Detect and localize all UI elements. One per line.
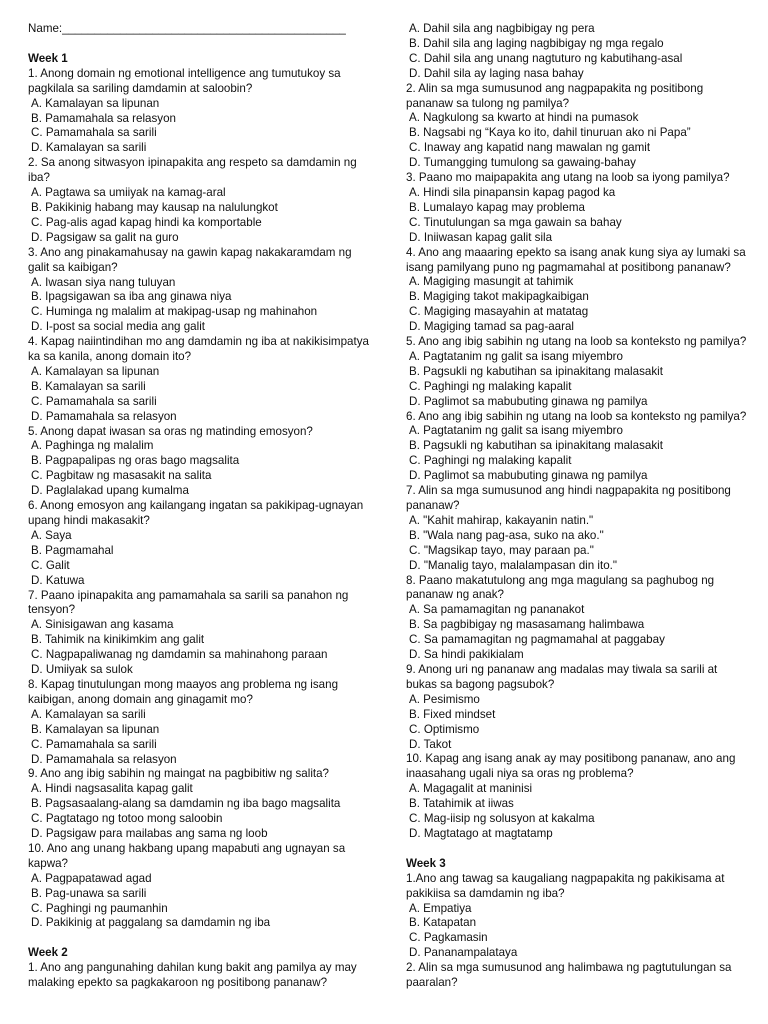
answer-option: C. Pamamahala sa sarili	[31, 737, 157, 751]
answer-option: C. Pamamahala sa sarili	[31, 126, 157, 140]
answer-option: D. Pagsigaw para mailabas ang sama ng loob	[31, 827, 268, 841]
question-text: 8. Paano makatutulong ang mga magulang sa paghubog ng	[406, 573, 715, 587]
answer-option: C. Optimismo	[409, 722, 480, 736]
answer-option: B. Tatahimik at iiwas	[409, 797, 514, 811]
question-text: 10. Kapag ang isang anak ay may positibong pananaw, ano ang	[406, 752, 736, 766]
answer-option: A. Pagtatanim ng galit sa isang miyembro	[409, 349, 623, 363]
answer-option: A. Hindi nagsasalita kapag galit	[31, 782, 193, 796]
question-text: ka sa kanila, anong domain ito?	[28, 350, 192, 364]
spacer	[28, 931, 368, 946]
spacer	[28, 37, 368, 52]
question-text: 6. Ano ang ibig sabihin ng utang na loob sa konteksto ng pamilya?	[406, 409, 747, 423]
answer-option: B. "Wala nang pag-asa, suko na ako."	[409, 528, 604, 542]
answer-option: C. Pagbitaw ng masasakit na salita	[31, 469, 212, 483]
answer-option: A. Dahil sila ang nagbibigay ng pera	[409, 22, 595, 35]
answer-option: B. Sa pagbibigay ng masasamang halimbawa	[409, 618, 645, 632]
question-text: 2. Alin sa mga sumusunod ang nagpapakita ng positibong	[406, 81, 704, 95]
answer-option: B. Tahimik na kinikimkim ang galit	[31, 633, 205, 647]
question-text: inaasahang ugali niya sa oras ng problema?	[406, 767, 634, 781]
answer-option: A. Iwasan siya nang tuluyan	[31, 275, 176, 289]
answer-option: B. Pagmamahal	[31, 543, 114, 557]
answer-option: B. Pakikinig habang may kausap na nalulungkot	[31, 200, 278, 214]
left-column	[28, 22, 368, 991]
answer-option: B. Nagsabi ng “Kaya ko ito, dahil tinuruan ako ni Papa”	[409, 126, 691, 140]
question-text: 7. Alin sa mga sumusunod ang hindi nagpapakita ng positibong	[406, 484, 731, 498]
question-text: paaralan?	[406, 976, 458, 990]
answer-option: C. Dahil sila ang unang nagtuturo ng kabutihang-asal	[409, 51, 683, 65]
answer-option: C. Paghingi ng malaking kapalit	[409, 379, 572, 393]
right-column	[406, 22, 746, 991]
question-text: kapwa?	[28, 856, 68, 870]
answer-option: B. Pagsukli ng kabutihan sa ipinakitang malasakit	[409, 439, 663, 453]
answer-option: D. Paglimot sa mabubuting ginawa ng pamilya	[409, 469, 648, 483]
question-text: pananaw sa tulong ng pamilya?	[406, 96, 570, 110]
answer-option: A. Pagtawa sa umiiyak na kamag-aral	[31, 186, 226, 200]
answer-option: D. Katuwa	[31, 573, 85, 587]
question-text: 5. Ano ang ibig sabihin ng utang na loob sa konteksto ng pamilya?	[406, 335, 747, 349]
answer-option: A. Magagalit at maninisi	[409, 782, 533, 796]
question-text: 5. Anong dapat iwasan sa oras ng matinding emosyon?	[28, 424, 313, 438]
question-text: 4. Ano ang maaaring epekto sa isang anak kung siya ay lumaki sa	[406, 245, 746, 259]
name-blank: ____________________________________________	[62, 22, 346, 35]
answer-option: D. Pamamahala sa relasyon	[31, 409, 177, 423]
answer-option: A. Kamalayan sa lipunan	[31, 364, 160, 378]
question-text: 2. Sa anong sitwasyon ipinapakita ang respeto sa damdamin ng	[28, 156, 357, 170]
answer-option: B. Fixed mindset	[409, 707, 496, 721]
answer-option: A. Pagpapatawad agad	[31, 871, 152, 885]
answer-option: C. Huminga ng malalim at makipag-usap ng mahinahon	[31, 305, 318, 319]
question-text: 7. Paano ipinapakita ang pamamahala sa sarili sa panahon ng	[28, 588, 349, 602]
answer-option: D. Pakikinig at paggalang sa damdamin ng iba	[31, 916, 271, 930]
answer-option: D. Iniiwasan kapag galit sila	[409, 230, 553, 244]
spacer	[406, 842, 746, 857]
answer-option: D. Pamamahala sa relasyon	[31, 752, 177, 766]
answer-option: B. Pagsukli ng kabutihan sa ipinakitang malasakit	[409, 364, 663, 378]
answer-option: A. Paghinga ng malalim	[31, 439, 154, 453]
answer-option: B. Dahil sila ang laging nagbibigay ng mga regalo	[409, 36, 664, 50]
answer-option: A. Empatiya	[409, 901, 472, 915]
answer-option: D. I-post sa social media ang galit	[31, 320, 205, 334]
answer-option: A. "Kahit mahirap, kakayanin natin."	[409, 513, 594, 527]
question-text: 3. Paano mo maipapakita ang utang na loob sa iyong pamilya?	[406, 171, 730, 185]
answer-option: A. Saya	[31, 528, 72, 542]
answer-option: A. Kamalayan sa lipunan	[31, 96, 160, 110]
week-heading: Week 3	[406, 856, 446, 870]
answer-option: B. Pagsasaalang-alang sa damdamin ng iba bago magsalita	[31, 797, 341, 811]
answer-option: D. Magtatago at magtatamp	[409, 826, 553, 840]
answer-option: D. "Manalig tayo, malalampasan din ito."	[409, 558, 618, 572]
answer-option: C. "Magsikap tayo, may paraan pa."	[409, 543, 594, 557]
answer-option: A. Pagtatanim ng galit sa isang miyembro	[409, 424, 623, 438]
answer-option: C. Pamamahala sa sarili	[31, 394, 157, 408]
answer-option: A. Kamalayan sa sarili	[31, 707, 146, 721]
answer-option: C. Nagpapaliwanag ng damdamin sa mahinahong paraan	[31, 648, 328, 662]
answer-option: B. Kamalayan sa sarili	[31, 379, 146, 393]
answer-option: D. Tumangging tumulong sa gawaing-bahay	[409, 156, 636, 170]
question-text: 9. Ano ang ibig sabihin ng maingat na pagbibitiw ng salita?	[28, 767, 330, 781]
question-text: bukas sa bagong pagsubok?	[406, 677, 555, 691]
answer-option: D. Magiging tamad sa pag-aaral	[409, 320, 574, 334]
answer-option: D. Pananampalataya	[409, 946, 518, 960]
question-text: 9. Anong uri ng pananaw ang madalas may tiwala sa sarili at	[406, 662, 718, 676]
answer-option: D. Dahil sila ay laging nasa bahay	[409, 66, 584, 80]
question-text: 1. Ano ang pangunahing dahilan kung bakit ang pamilya ay may	[28, 961, 357, 975]
question-text: upang hindi makasakit?	[28, 514, 150, 527]
question-text: pagkilala sa sariling damdamin at saloobin?	[28, 81, 253, 95]
answer-option: B. Lumalayo kapag may problema	[409, 200, 585, 214]
question-text: kaibigan, anong domain ang ginagamit mo?	[28, 692, 253, 706]
answer-option: B. Pamamahala sa relasyon	[31, 111, 176, 125]
question-text: tensyon?	[28, 603, 76, 617]
question-text: pakikiisa sa damdamin ng iba?	[406, 886, 565, 900]
answer-option: D. Pagsigaw sa galit na guro	[31, 230, 179, 244]
answer-option: D. Paglalakad upang kumalma	[31, 484, 189, 498]
answer-option: B. Kamalayan sa lipunan	[31, 722, 160, 736]
answer-option: C. Galit	[31, 558, 70, 572]
week-heading: Week 1	[28, 51, 68, 65]
question-text: malaking epekto sa pagkakaroon ng positibong pananaw?	[28, 976, 328, 990]
answer-option: A. Pesimismo	[409, 692, 480, 706]
answer-option: C. Paghingi ng paumanhin	[31, 901, 168, 915]
answer-option: D. Sa hindi pakikialam	[409, 648, 524, 662]
question-text: isang pamilyang puno ng pagmamahal at positibong pananaw?	[406, 260, 731, 274]
answer-option: C. Magiging masayahin at matatag	[409, 305, 589, 319]
answer-option: D. Paglimot sa mabubuting ginawa ng pamilya	[409, 394, 648, 408]
question-text: 4. Kapag naiintindihan mo ang damdamin ng iba at nakikisimpatya	[28, 335, 369, 349]
question-text: galit sa kaibigan?	[28, 260, 118, 274]
answer-option: C. Pag-alis agad kapag hindi ka komportable	[31, 215, 262, 229]
week-heading: Week 2	[28, 946, 68, 960]
question-text: 10. Ano ang unang hakbang upang mapabuti ang ugnayan sa	[28, 841, 346, 855]
question-text: 1.Ano ang tawag sa kaugaliang nagpapakita ng pakikisama at	[406, 871, 725, 885]
answer-option: C. Tinutulungan sa mga gawain sa bahay	[409, 215, 622, 229]
answer-option: A. Sinisigawan ang kasama	[31, 618, 174, 632]
question-text: 1. Anong domain ng emotional intelligence ang tumutukoy sa	[28, 66, 341, 80]
question-text: 8. Kapag tinutulungan mong maayos ang problema ng isang	[28, 677, 339, 691]
answer-option: C. Pagtatago ng totoo mong saloobin	[31, 812, 223, 826]
question-text: iba?	[28, 171, 50, 185]
answer-option: A. Magiging masungit at tahimik	[409, 275, 574, 289]
answer-option: D. Umiiyak sa sulok	[31, 663, 133, 677]
question-text: 3. Ano ang pinakamahusay na gawin kapag nakakaramdam ng	[28, 245, 352, 259]
question-text: pananaw?	[406, 499, 460, 512]
answer-option: C. Inaway ang kapatid nang mawalan ng gamit	[409, 141, 651, 155]
name-field-line	[28, 22, 368, 37]
answer-option: C. Mag-iisip ng solusyon at kakalma	[409, 812, 595, 826]
answer-option: B. Magiging takot makipagkaibigan	[409, 290, 589, 304]
name-label: Name:	[28, 22, 63, 35]
answer-option: B. Ipagsigawan sa iba ang ginawa niya	[31, 290, 232, 304]
answer-option: C. Sa pamamagitan ng pagmamahal at paggabay	[409, 633, 665, 647]
answer-option: B. Katapatan	[409, 916, 477, 930]
answer-option: C. Pagkamasin	[409, 931, 488, 945]
answer-option: D. Takot	[409, 737, 452, 751]
question-text: 6. Anong emosyon ang kailangang ingatan sa pakikipag-ugnayan	[28, 499, 364, 513]
question-text: 2. Alin sa mga sumusunod ang halimbawa ng pagtutulungan sa	[406, 961, 732, 975]
answer-option: D. Kamalayan sa sarili	[31, 141, 147, 155]
answer-option: A. Sa pamamagitan ng pananakot	[409, 603, 585, 617]
question-text: pananaw ng anak?	[406, 588, 504, 602]
answer-option: A. Nagkulong sa kwarto at hindi na pumasok	[409, 111, 639, 125]
answer-option: B. Pag-unawa sa sarili	[31, 886, 147, 900]
answer-option: B. Pagpapalipas ng oras bago magsalita	[31, 454, 240, 468]
answer-option: A. Hindi sila pinapansin kapag pagod ka	[409, 185, 616, 199]
answer-option: C. Paghingi ng malaking kapalit	[409, 454, 572, 468]
